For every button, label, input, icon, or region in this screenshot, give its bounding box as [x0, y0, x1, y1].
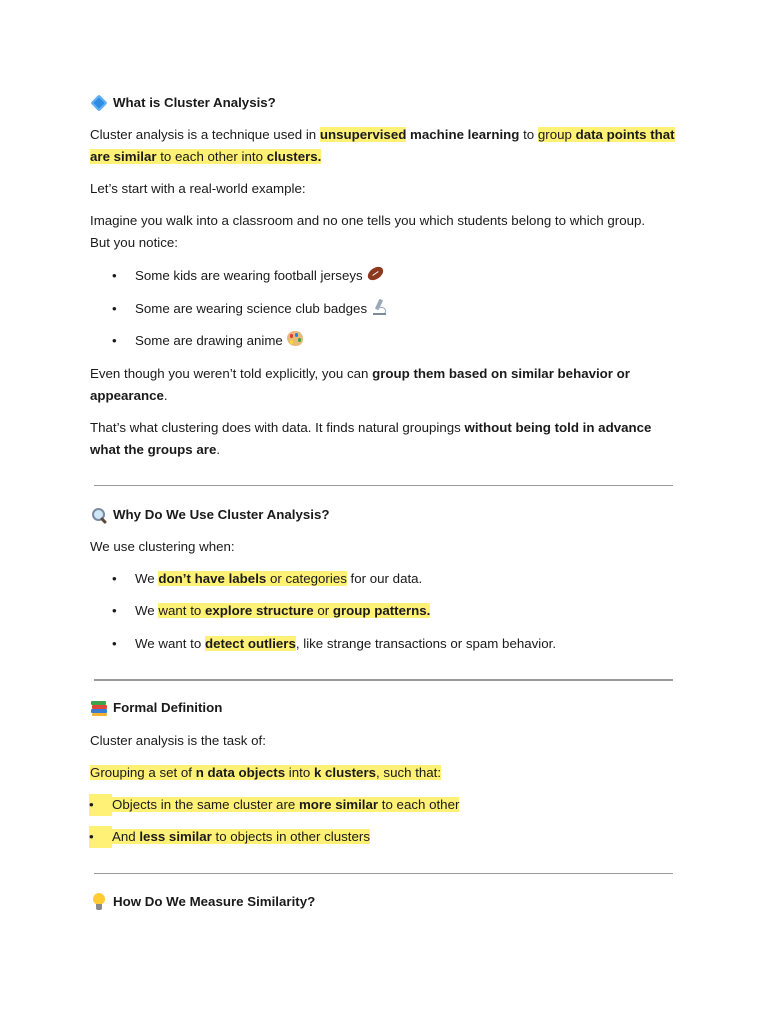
microscope-icon: [370, 298, 388, 316]
paragraph-grouping: Even though you weren’t told explicitly, you can group them based on similar behavior or appearance.: [90, 366, 630, 403]
blue-diamond-icon: [90, 94, 108, 112]
paragraph-use-intro: We use clustering when:: [90, 539, 235, 554]
football-icon: [366, 265, 384, 283]
divider: [94, 679, 673, 681]
paragraph-definition: Cluster analysis is a technique used in unsupervised machine learning to group data points that are similar to each other into clusters.: [90, 127, 675, 164]
heading-measure-similarity: How Do We Measure Similarity?: [90, 891, 690, 913]
paragraph-formal-definition: Grouping a set of n data objects into k clusters, such that:: [90, 765, 442, 780]
heading-formal-definition: Formal Definition: [90, 697, 690, 719]
magnifying-glass-icon: [90, 506, 108, 524]
heading-why-cluster-analysis: Why Do We Use Cluster Analysis?: [90, 504, 690, 526]
paragraph-classroom: Imagine you walk into a classroom and no one tells you which students belong to which group. But you notice:: [90, 213, 646, 250]
divider: [94, 485, 673, 486]
paragraph-clustering-summary: That’s what clustering does with data. It finds natural groupings without being told in advance what the groups are.: [90, 420, 652, 457]
heading-what-is-cluster-analysis: What is Cluster Analysis?: [90, 92, 690, 114]
divider: [94, 873, 673, 874]
palette-icon: [286, 330, 304, 348]
paragraph-example-intro: Let’s start with a real-world example:: [90, 181, 306, 196]
books-icon: [90, 699, 108, 717]
light-bulb-icon: [90, 893, 108, 911]
paragraph-task-intro: Cluster analysis is the task of:: [90, 733, 266, 748]
